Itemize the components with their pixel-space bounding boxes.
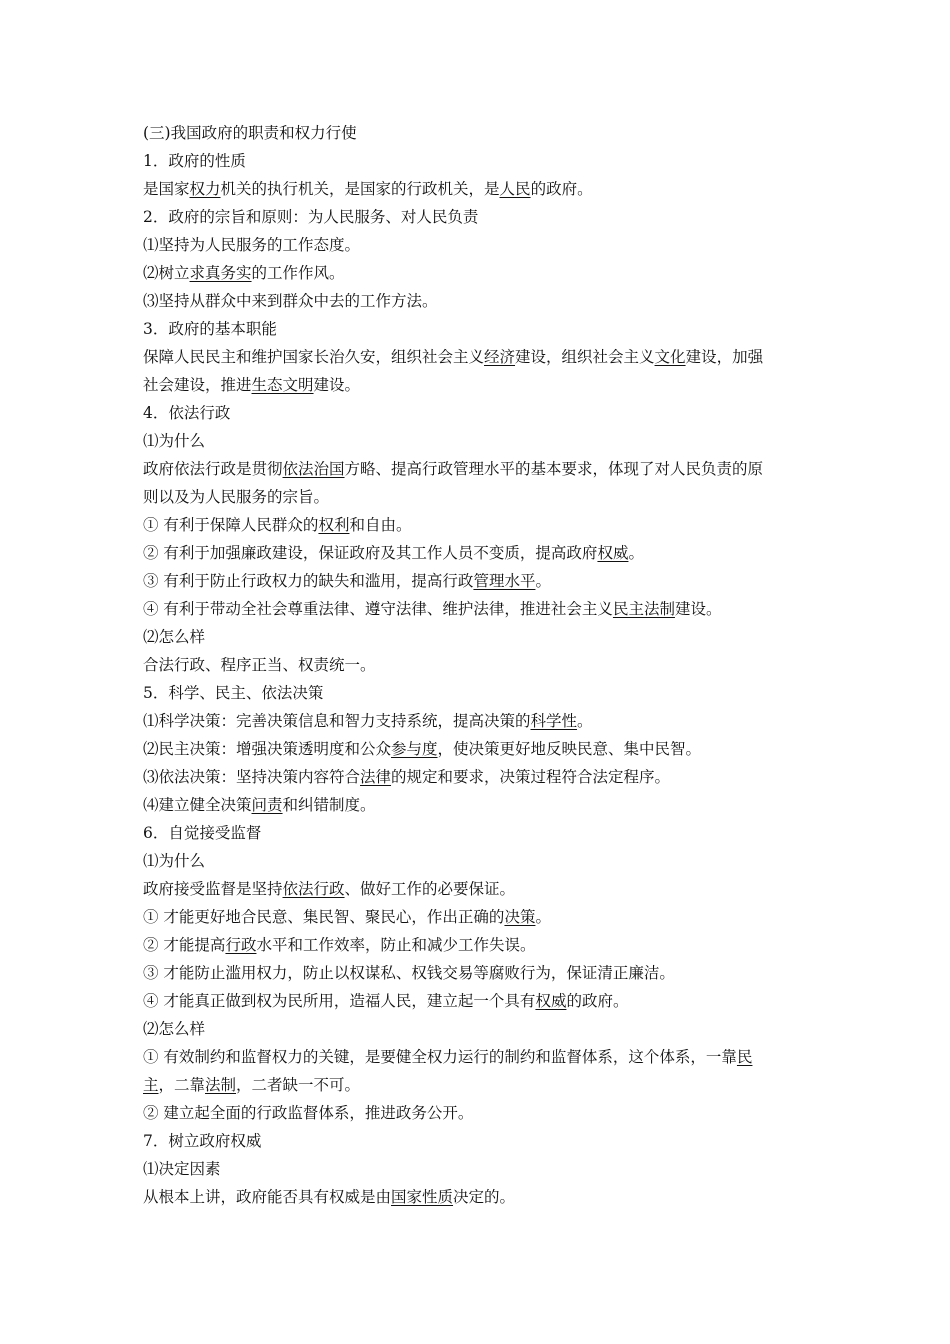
text-segment: 从根本上讲，政府能否具有权威是由: [143, 1188, 392, 1206]
text-segment: 2．政府的宗旨和原则：为人民服务、对人民负责: [143, 208, 479, 226]
text-segment: 方略、提高行政管理水平的基本要求，体现了对人民负责的原: [344, 460, 764, 478]
text-segment: (三)我国政府的职责和权力行使: [143, 124, 357, 142]
text-segment: ③ 才能防止滥用权力，防止以权谋私、权钱交易等腐败行为，保证清正廉洁。: [143, 964, 675, 982]
text-segment: 的政府。: [530, 180, 593, 198]
text-segment: 则以及为人民服务的宗旨。: [143, 488, 330, 506]
text-line: [143, 1155, 815, 1183]
text-segment: ⑶坚持从群众中来到群众中去的工作方法。: [143, 292, 438, 310]
text-segment: 社会建设，推进: [143, 376, 252, 394]
document-body: [143, 119, 815, 1211]
text-line: [143, 483, 815, 511]
text-segment: ③ 有利于防止行政权力的缺失和滥用，提高行政: [143, 572, 474, 590]
text-line: [143, 1127, 815, 1155]
text-line: [143, 203, 815, 231]
underlined-term: 权威: [535, 992, 567, 1010]
underlined-term: 国家性质: [391, 1188, 454, 1206]
underlined-term: 求真务实: [189, 264, 252, 282]
text-line: [143, 147, 815, 175]
text-line: [143, 427, 815, 455]
text-segment: ⑴为什么: [143, 432, 206, 450]
underlined-term: 文化: [654, 348, 686, 366]
underlined-term: 生态文明: [251, 376, 314, 394]
text-line: [143, 847, 815, 875]
text-line: [143, 399, 815, 427]
text-line: [143, 595, 815, 623]
text-line: [143, 1043, 815, 1071]
underlined-term: 法制: [205, 1076, 237, 1094]
text-segment: 。: [535, 908, 551, 926]
underlined-term: 决策: [504, 908, 536, 926]
text-line: [143, 371, 815, 399]
text-line: [143, 959, 815, 987]
text-segment: 。: [628, 544, 644, 562]
text-segment: 6．自觉接受监督: [143, 824, 262, 842]
underlined-term: 民: [736, 1048, 753, 1066]
text-segment: 建设。: [313, 376, 361, 394]
text-line: [143, 735, 815, 763]
text-segment: ④ 有利于带动全社会尊重法律、遵守法律、维护法律，推进社会主义: [143, 600, 613, 618]
text-segment: ② 才能提高: [143, 936, 226, 954]
underlined-term: 依法治国: [282, 460, 345, 478]
text-line: [143, 343, 815, 371]
text-line: [143, 567, 815, 595]
text-segment: 和自由。: [349, 516, 412, 534]
text-segment: 的规定和要求，决策过程符合法定程序。: [391, 768, 671, 786]
text-segment: 建设。: [674, 600, 722, 618]
underlined-term: 权利: [318, 516, 350, 534]
text-segment: 。: [535, 572, 551, 590]
underlined-term: 民主法制: [612, 600, 675, 618]
text-segment: 3．政府的基本职能: [143, 320, 277, 338]
text-line: [143, 455, 815, 483]
text-segment: 的工作作风。: [251, 264, 345, 282]
underlined-term: 经济: [484, 348, 516, 366]
text-line: [143, 903, 815, 931]
underlined-term: 主: [143, 1076, 159, 1094]
text-line: [143, 315, 815, 343]
text-segment: ⑵怎么样: [143, 628, 206, 646]
text-line: [143, 763, 815, 791]
text-segment: 5．科学、民主、依法决策: [143, 684, 324, 702]
text-segment: 1．政府的性质: [143, 152, 246, 170]
underlined-term: 问责: [251, 796, 283, 814]
text-segment: ① 才能更好地合民意、集民智、聚民心，作出正确的: [143, 908, 505, 926]
underlined-term: 科学性: [530, 712, 578, 730]
text-segment: 水平和工作效率，防止和减少工作失误。: [256, 936, 536, 954]
underlined-term: 人民: [499, 180, 531, 198]
text-line: [143, 511, 815, 539]
text-segment: 决定的。: [453, 1188, 516, 1206]
text-segment: ，二靠: [158, 1076, 206, 1094]
text-segment: ⑴为什么: [143, 852, 206, 870]
text-line: [143, 819, 815, 847]
underlined-term: 行政: [225, 936, 257, 954]
text-line: [143, 1071, 815, 1099]
text-segment: ④ 才能真正做到权为民所用，造福人民，建立起一个具有: [143, 992, 536, 1010]
text-segment: ⑴决定因素: [143, 1160, 221, 1178]
text-segment: ，二者缺一不可。: [236, 1076, 361, 1094]
underlined-term: 权力: [189, 180, 221, 198]
text-segment: 政府依法行政是贯彻: [143, 460, 283, 478]
underlined-term: 依法行政: [282, 880, 345, 898]
text-segment: 保障人民民主和维护国家长治久安，组织社会主义: [143, 348, 485, 366]
text-segment: 4．依法行政: [143, 404, 231, 422]
text-segment: 的政府。: [566, 992, 629, 1010]
text-line: [143, 1183, 815, 1211]
text-segment: 合法行政、程序正当、权责统一。: [143, 656, 376, 674]
text-line: [143, 287, 815, 315]
underlined-term: 参与度: [391, 740, 438, 758]
text-segment: ② 建立起全面的行政监督体系，推进政务公开。: [143, 1104, 474, 1122]
text-segment: ① 有效制约和监督权力的关键，是要健全权力运行的制约和监督体系，这个体系，一靠: [143, 1048, 737, 1066]
text-segment: ⑵民主决策：增强决策透明度和公众: [143, 740, 392, 758]
text-segment: ⑴坚持为人民服务的工作态度。: [143, 236, 361, 254]
text-line: [143, 119, 815, 147]
underlined-term: 权威: [597, 544, 629, 562]
text-segment: ⑶依法决策：坚持决策内容符合: [143, 768, 361, 786]
text-segment: ⑵怎么样: [143, 1020, 206, 1038]
text-segment: ⑷建立健全决策: [143, 796, 252, 814]
text-segment: ① 有利于保障人民群众的: [143, 516, 319, 534]
text-segment: 是国家: [143, 180, 190, 198]
text-line: [143, 1099, 815, 1127]
text-segment: ⑵树立: [143, 264, 190, 282]
text-segment: ⑴科学决策：完善决策信息和智力支持系统，提高决策的: [143, 712, 531, 730]
text-line: [143, 931, 815, 959]
text-segment: ② 有利于加强廉政建设，保证政府及其工作人员不变质，提高政府: [143, 544, 598, 562]
text-line: [143, 1015, 815, 1043]
text-segment: 、做好工作的必要保证。: [344, 880, 516, 898]
text-line: [143, 651, 815, 679]
text-segment: 建设，加强: [685, 348, 764, 366]
text-line: [143, 679, 815, 707]
text-line: [143, 175, 815, 203]
underlined-term: 管理水平: [473, 572, 536, 590]
underlined-term: 法律: [360, 768, 392, 786]
text-line: [143, 539, 815, 567]
text-line: [143, 791, 815, 819]
text-segment: 建设，组织社会主义: [515, 348, 655, 366]
text-line: [143, 231, 815, 259]
text-line: [143, 259, 815, 287]
text-line: [143, 707, 815, 735]
text-segment: 机关的执行机关，是国家的行政机关，是: [220, 180, 500, 198]
text-segment: 7．树立政府权威: [143, 1132, 262, 1150]
text-line: [143, 875, 815, 903]
text-line: [143, 623, 815, 651]
text-line: [143, 987, 815, 1015]
text-segment: 和纠错制度。: [282, 796, 376, 814]
text-segment: 。: [577, 712, 593, 730]
text-segment: 政府接受监督是坚持: [143, 880, 283, 898]
text-segment: ，使决策更好地反映民意、集中民智。: [437, 740, 702, 758]
